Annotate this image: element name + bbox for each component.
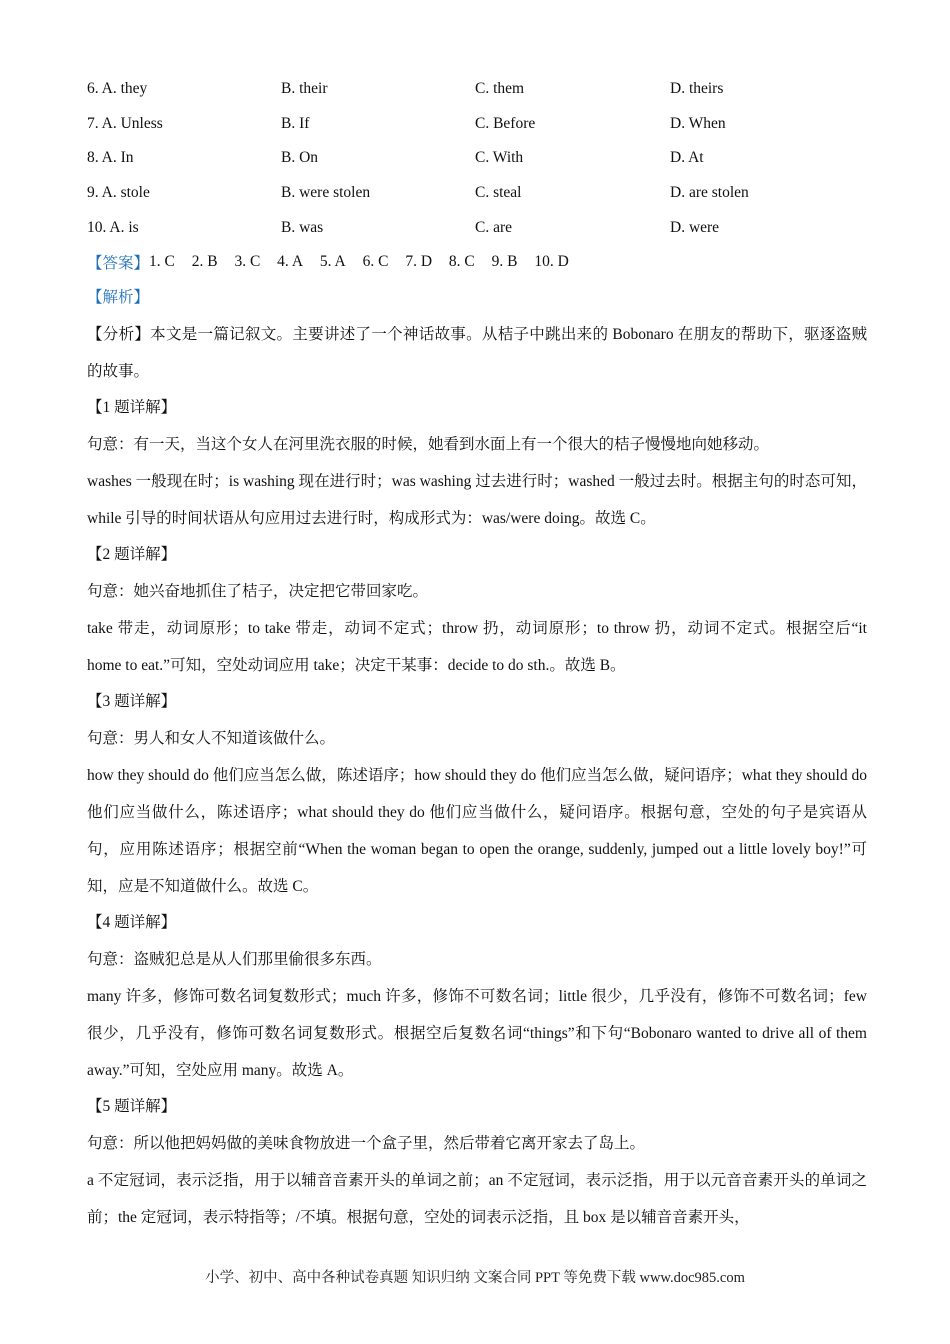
section-heading: 【3 题详解】 (87, 693, 177, 711)
option-d: D. are stolen (670, 184, 749, 202)
option-d: D. At (670, 149, 704, 167)
option-b: B. If (281, 114, 310, 132)
answer-item: 3. C (234, 253, 261, 271)
option-c: C. are (475, 218, 513, 236)
explanation: washes 一般现在时；is washing 现在进行时；was washing 过去进行时；washed 一般过去时。根据主句的时态可知，while 引导的时间状语从句应用过去进行时，构成形式为：was/were doing。故选 C。 (87, 473, 867, 528)
option-a: 8. A. In (87, 149, 134, 167)
option-row-8 (87, 141, 867, 176)
answer-item: 7. D (405, 253, 433, 271)
section-4 (87, 905, 867, 1089)
answer-item: 5. A (319, 253, 346, 271)
option-a: 10. A. is (87, 218, 139, 236)
answer-line (87, 245, 867, 280)
option-a: 7. A. Unless (87, 114, 163, 132)
option-b: B. On (281, 149, 319, 167)
sentence-meaning: 句意：盗贼犯总是从人们那里偷很多东西。 (87, 951, 382, 969)
sentence-meaning: 句意：她兴奋地抓住了桔子，决定把它带回家吃。 (87, 583, 429, 601)
answer-item: 1. C (149, 253, 175, 271)
option-c: C. With (475, 149, 524, 167)
answer-item: 8. C (448, 253, 475, 271)
section-3 (87, 684, 867, 905)
document-page (87, 72, 867, 1236)
option-row-6 (87, 72, 867, 107)
option-d: D. theirs (670, 80, 724, 98)
answer-label: 【答案】 (87, 255, 150, 273)
option-row-7 (87, 107, 867, 142)
option-d: D. When (670, 114, 726, 132)
analysis-summary: 【分析】本文是一篇记叙文。主要讲述了一个神话故事。从桔子中跳出来的 Bobonaro 在朋友的帮助下，驱逐盗贼的故事。 (87, 326, 867, 381)
option-c: C. steal (475, 184, 522, 202)
answer-item: 4. A (277, 253, 304, 271)
section-heading: 【1 题详解】 (87, 399, 177, 417)
answer-item: 2. B (191, 253, 218, 271)
section-heading: 【5 题详解】 (87, 1098, 177, 1116)
page-footer: 小学、初中、高中各种试卷真题 知识归纳 文案合同 PPT 等免费下载 www.doc985.com (205, 1270, 745, 1286)
analysis-label: 【解析】 (87, 288, 150, 306)
option-b: B. were stolen (281, 184, 371, 202)
section-heading: 【2 题详解】 (87, 546, 177, 564)
answer-item: 10. D (534, 253, 569, 271)
option-d: D. were (670, 218, 720, 236)
sentence-meaning: 句意：男人和女人不知道该做什么。 (87, 730, 336, 748)
answer-item: 6. C (362, 253, 389, 271)
option-row-9 (87, 176, 867, 211)
section-heading: 【4 题详解】 (87, 914, 177, 932)
explanation: many 许多，修饰可数名词复数形式；much 许多，修饰不可数名词；little 很少，几乎没有，修饰不可数名词；few 很少，几乎没有，修饰可数名词复数形式。根据空后复数名词“things”和下句“Bobonaro wanted to drive all of them away.”可知，空处应用 many。故选 A。 (87, 988, 867, 1080)
section-5 (87, 1089, 867, 1236)
option-b: B. was (281, 218, 324, 236)
option-c: C. them (475, 80, 525, 98)
option-a: 6. A. they (87, 80, 148, 98)
option-b: B. their (281, 80, 328, 98)
options-block (87, 72, 867, 245)
explanation: a 不定冠词，表示泛指，用于以辅音音素开头的单词之前；an 不定冠词，表示泛指，用于以元音音素开头的单词之前；the 定冠词，表示特指等；/不填。根据句意，空处的词表示泛指，且 box 是以辅音音素开头， (87, 1172, 867, 1227)
option-c: C. Before (475, 114, 536, 132)
sentence-meaning: 句意：有一天，当这个女人在河里洗衣服的时候，她看到水面上有一个很大的桔子慢慢地向她移动。 (87, 436, 770, 454)
section-1 (87, 390, 867, 537)
explanation: take 带走，动词原形；to take 带走，动词不定式；throw 扔，动词原形；to throw 扔，动词不定式。根据空后“it home to eat.”可知，空处动词应用 take；决定干某事：decide to do sth.。故选 B。 (87, 620, 867, 675)
explanation: how they should do 他们应当怎么做，陈述语序；how should they do 他们应当怎么做，疑问语序；what they should do 他们应当做什么，陈述语序；what should they do 他们应当做什么，疑问语序。根据句意，空处的句子是宾语从句，应用陈述语序；根据空前“When the woman began to open the orange, suddenly, jumped out a little lovely boy!”可知，应是不知道做什么。故选 C。 (87, 767, 867, 896)
answer-items (149, 253, 582, 271)
option-row-10 (87, 210, 867, 245)
section-2 (87, 537, 867, 684)
sentence-meaning: 句意：所以他把妈妈做的美味食物放进一个盒子里，然后带着它离开家去了岛上。 (87, 1135, 646, 1153)
answer-item: 9. B (491, 253, 518, 271)
option-a: 9. A. stole (87, 184, 150, 202)
